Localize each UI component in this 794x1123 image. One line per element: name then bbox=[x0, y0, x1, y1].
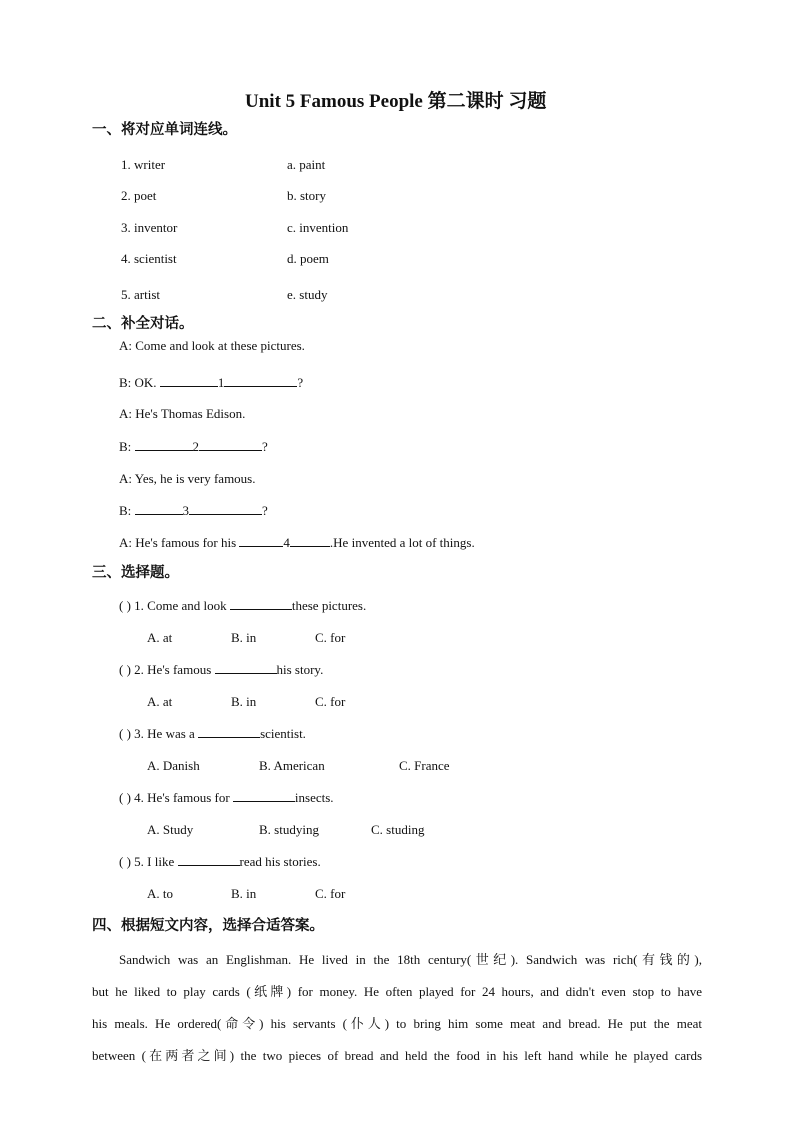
dialog-line-3: A: He's Thomas Edison. bbox=[119, 406, 246, 421]
question-3-blank[interactable] bbox=[198, 726, 260, 738]
q2-option-b: B. in bbox=[231, 694, 257, 709]
dialog-line-2-suffix: ? bbox=[297, 375, 304, 390]
match-left-2: 2. poet bbox=[121, 188, 157, 203]
dialog-line-2 bbox=[119, 375, 303, 391]
blank-2-number: 2 bbox=[192, 439, 200, 454]
q1-option-a: A. at bbox=[147, 630, 173, 645]
question-1 bbox=[119, 598, 366, 614]
match-left-4: 4. scientist bbox=[121, 251, 177, 266]
q3-option-a: A. Danish bbox=[147, 758, 200, 773]
dialog-line-1: A: Come and look at these pictures. bbox=[119, 338, 305, 353]
blank-1a[interactable] bbox=[160, 375, 218, 387]
question-4-suffix: insects. bbox=[294, 790, 334, 805]
section-1-heading: 一、将对应单词连线。 bbox=[92, 122, 237, 138]
blank-1-number: 1 bbox=[217, 375, 225, 390]
passage-line-3: his meals. He ordered(命令) his servants (仆人) to bring him some meat and bread. He put the meat bbox=[92, 1016, 702, 1031]
match-left-1: 1. writer bbox=[121, 157, 166, 172]
dialog-line-6-prefix: B: bbox=[119, 503, 135, 518]
section-4-heading: 四、根据短文内容，选择合适答案。 bbox=[92, 918, 324, 934]
q2-option-a: A. at bbox=[147, 694, 173, 709]
q4-option-a: A. Study bbox=[147, 822, 194, 837]
blank-2b[interactable] bbox=[199, 439, 262, 451]
q4-option-c: C. studing bbox=[371, 822, 425, 837]
match-right-d: d. poem bbox=[287, 251, 329, 266]
dialog-line-7 bbox=[119, 535, 475, 551]
blank-2a[interactable] bbox=[135, 439, 193, 451]
dialog-line-5: A: Yes, he is very famous. bbox=[119, 471, 256, 486]
q2-option-c: C. for bbox=[315, 694, 346, 709]
question-4-blank[interactable] bbox=[233, 790, 295, 802]
question-3-suffix: scientist. bbox=[260, 726, 306, 741]
passage-line-4: between (在两者之间) the two pieces of bread and held the food in his left hand while he played cards bbox=[92, 1048, 702, 1063]
passage-line-1: Sandwich was an Englishman. He lived in the 18th century(世纪). Sandwich was rich(有钱的), bbox=[119, 952, 702, 967]
blank-3b[interactable] bbox=[189, 503, 262, 515]
answer-paren-3[interactable]: ( ) bbox=[119, 726, 131, 741]
q1-option-c: C. for bbox=[315, 630, 346, 645]
question-5-suffix: read his stories. bbox=[239, 854, 321, 869]
q1-option-b: B. in bbox=[231, 630, 257, 645]
question-5 bbox=[119, 854, 321, 870]
question-2 bbox=[119, 662, 323, 678]
blank-3-number: 3 bbox=[182, 503, 190, 518]
q5-option-c: C. for bbox=[315, 886, 346, 901]
section-2-heading: 二、补全对话。 bbox=[92, 316, 194, 332]
question-2-prefix: 2. He's famous bbox=[134, 662, 215, 677]
page-title: Unit 5 Famous People 第二课时 习题 bbox=[245, 91, 547, 112]
question-2-blank[interactable] bbox=[215, 662, 277, 674]
passage-line-2: but he liked to play cards (纸牌) for money. He often played for 24 hours, and didn't even stop to have bbox=[92, 984, 702, 999]
question-5-prefix: 5. I like bbox=[134, 854, 178, 869]
answer-paren-4[interactable]: ( ) bbox=[119, 790, 131, 805]
dialog-line-7-suffix: .He invented a lot of things. bbox=[329, 535, 475, 550]
question-1-prefix: 1. Come and look bbox=[134, 598, 230, 613]
q3-option-c: C. France bbox=[399, 758, 450, 773]
blank-1b[interactable] bbox=[224, 375, 297, 387]
question-5-blank[interactable] bbox=[178, 854, 240, 866]
question-1-suffix: these pictures. bbox=[291, 598, 367, 613]
dialog-line-7-prefix: A: He's famous for his bbox=[119, 535, 240, 550]
dialog-line-6-suffix: ? bbox=[262, 503, 268, 518]
q3-option-b: B. American bbox=[259, 758, 325, 773]
question-4-prefix: 4. He's famous for bbox=[134, 790, 233, 805]
blank-4b[interactable] bbox=[290, 535, 330, 547]
answer-paren-2[interactable]: ( ) bbox=[119, 662, 131, 677]
blank-4-number: 4 bbox=[283, 535, 290, 550]
blank-4a[interactable] bbox=[239, 535, 283, 547]
dialog-line-4 bbox=[119, 439, 268, 455]
match-left-3: 3. inventor bbox=[121, 220, 178, 235]
question-3-prefix: 3. He was a bbox=[134, 726, 199, 741]
match-right-e: e. study bbox=[287, 287, 328, 302]
match-right-b: b. story bbox=[287, 188, 326, 203]
q5-option-b: B. in bbox=[231, 886, 257, 901]
dialog-line-4-suffix: ? bbox=[262, 439, 268, 454]
question-3 bbox=[119, 726, 306, 742]
q5-option-a: A. to bbox=[147, 886, 173, 901]
match-right-a: a. paint bbox=[287, 157, 326, 172]
dialog-line-2-prefix: B: OK. bbox=[119, 375, 160, 390]
dialog-line-6 bbox=[119, 503, 268, 519]
match-right-c: c. invention bbox=[287, 220, 349, 235]
section-3-heading: 三、选择题。 bbox=[92, 565, 179, 581]
match-left-5: 5. artist bbox=[121, 287, 160, 302]
answer-paren-5[interactable]: ( ) bbox=[119, 854, 131, 869]
blank-3a[interactable] bbox=[135, 503, 183, 515]
question-2-suffix: his story. bbox=[276, 662, 324, 677]
question-4 bbox=[119, 790, 334, 806]
question-1-blank[interactable] bbox=[230, 598, 292, 610]
q4-option-b: B. studying bbox=[259, 822, 319, 837]
answer-paren-1[interactable]: ( ) bbox=[119, 598, 131, 613]
dialog-line-4-prefix: B: bbox=[119, 439, 135, 454]
